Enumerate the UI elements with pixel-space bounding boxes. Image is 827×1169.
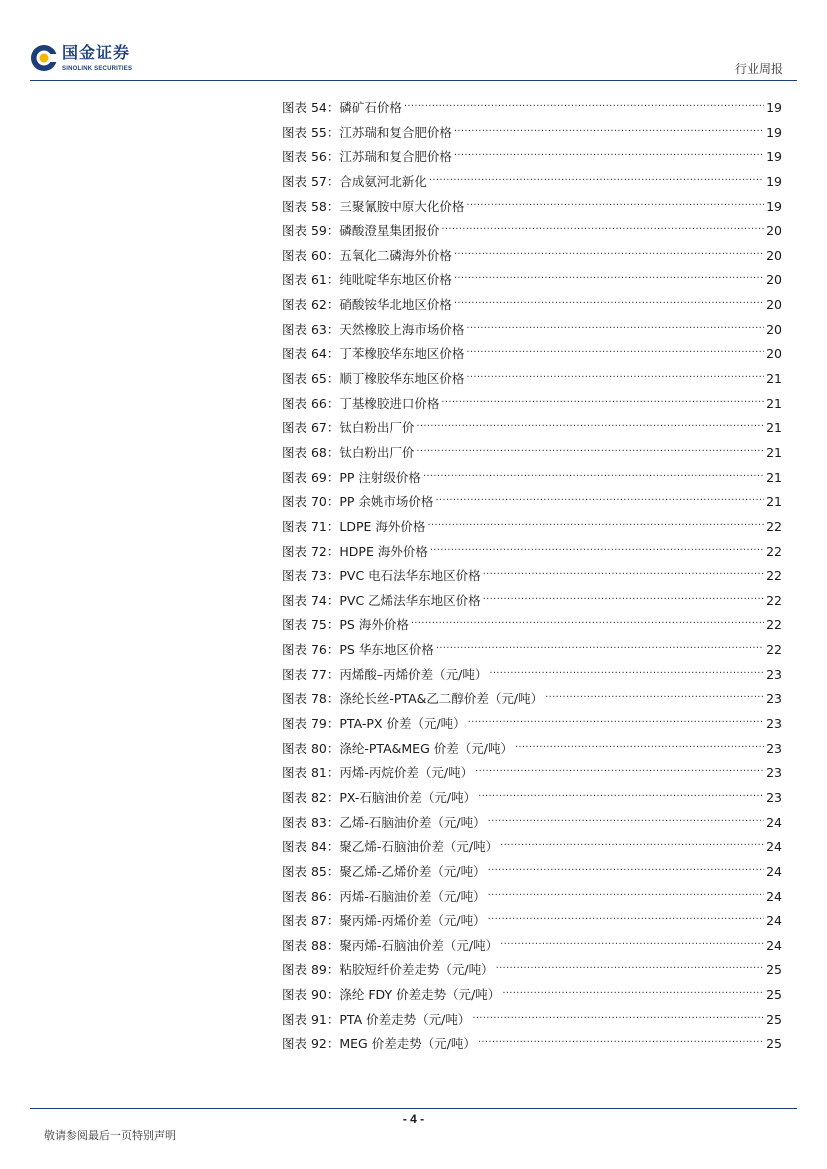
toc-leader-dots: [496, 960, 765, 974]
toc-entry-page: 19: [766, 198, 782, 214]
logo-english-name: SINOLINK SECURITIES: [62, 66, 133, 72]
toc-entry-label: 图表 56：江苏瑞和复合肥价格: [282, 149, 452, 165]
toc-entry-page: 22: [766, 568, 782, 584]
figure-table-of-contents: [282, 98, 782, 1059]
toc-entry-page: 25: [766, 1011, 782, 1027]
toc-entry-label: 图表 85：聚乙烯-乙烯价差（元/吨）: [282, 863, 486, 879]
toc-entry-page: 24: [766, 888, 782, 904]
toc-entry-page: 24: [766, 937, 782, 953]
toc-leader-dots: [466, 344, 764, 358]
toc-entry-page: 21: [766, 469, 782, 485]
toc-entry-page: 19: [766, 124, 782, 140]
report-type: 行业周报: [734, 62, 783, 76]
toc-entry-page: 24: [766, 814, 782, 830]
toc-entry[interactable]: [282, 911, 782, 936]
toc-entry-label: 图表 88：聚丙烯-石脑油价差（元/吨）: [282, 937, 499, 953]
toc-entry-label: 图表 74：PVC 乙烯法华东地区价格: [282, 592, 481, 608]
toc-entry-page: 23: [766, 789, 782, 805]
toc-entry-page: 20: [766, 321, 782, 337]
toc-entry-page: 24: [766, 839, 782, 855]
toc-leader-dots: [475, 763, 764, 777]
toc-entry[interactable]: [282, 517, 782, 542]
toc-entry[interactable]: [282, 813, 782, 838]
toc-entry-page: 21: [766, 494, 782, 510]
toc-entry-page: 19: [766, 173, 782, 189]
toc-entry[interactable]: [282, 295, 782, 320]
toc-leader-dots: [466, 369, 764, 383]
footer-divider: [30, 1108, 797, 1109]
toc-entry-label: 图表 68：钛白粉出厂价: [282, 444, 415, 460]
toc-entry-label: 图表 80：涤纶-PTA&MEG 价差（元/吨）: [282, 740, 513, 756]
toc-entry-page: 20: [766, 247, 782, 263]
toc-leader-dots: [416, 418, 764, 432]
toc-entry-page: 22: [766, 543, 782, 559]
toc-leader-dots: [478, 788, 764, 802]
toc-entry-page: 22: [766, 592, 782, 608]
toc-entry-label: 图表 90：涤纶 FDY 价差走势（元/吨）: [282, 987, 501, 1003]
toc-entry[interactable]: [282, 542, 782, 567]
toc-leader-dots: [466, 320, 764, 334]
toc-entry[interactable]: [282, 689, 782, 714]
toc-leader-dots: [404, 98, 764, 112]
toc-entry-label: 图表 72：HDPE 海外价格: [282, 543, 428, 559]
toc-entry-label: 图表 84：聚乙烯-石脑油价差（元/吨）: [282, 839, 499, 855]
toc-leader-dots: [502, 985, 764, 999]
company-logo: [30, 44, 132, 78]
toc-entry-label: 图表 79：PTA-PX 价差（元/吨）: [282, 716, 466, 732]
toc-entry-label: 图表 76：PS 华东地区价格: [282, 642, 434, 658]
toc-entry-label: 图表 55：江苏瑞和复合肥价格: [282, 124, 452, 140]
toc-entry[interactable]: [282, 566, 782, 591]
toc-entry-label: 图表 82：PX-石脑油价差（元/吨）: [282, 789, 477, 805]
toc-entry[interactable]: [282, 862, 782, 887]
toc-entry-page: 21: [766, 371, 782, 387]
toc-leader-dots: [435, 492, 764, 506]
toc-entry-page: 23: [766, 740, 782, 756]
toc-entry-label: 图表 87：聚丙烯-丙烯价差（元/吨）: [282, 913, 486, 929]
toc-leader-dots: [472, 1010, 764, 1024]
toc-entry-label: 图表 54：磷矿石价格: [282, 100, 402, 115]
toc-entry-label: 图表 69：PP 注射级价格: [282, 469, 421, 485]
toc-entry[interactable]: [282, 1010, 782, 1035]
toc-entry-page: 19: [766, 100, 782, 115]
toc-entry-page: 20: [766, 346, 782, 362]
toc-leader-dots: [468, 714, 764, 728]
sinolink-logo-icon: [30, 44, 58, 72]
toc-entry[interactable]: [282, 394, 782, 419]
toc-entry-page: 22: [766, 642, 782, 658]
toc-entry-page: 19: [766, 149, 782, 165]
toc-entry-label: 图表 89：粘胶短纤价差走势（元/吨）: [282, 962, 494, 978]
toc-leader-dots: [427, 517, 764, 531]
toc-entry-page: 24: [766, 863, 782, 879]
toc-leader-dots: [436, 640, 764, 654]
toc-entry[interactable]: [282, 123, 782, 148]
toc-leader-dots: [478, 1034, 764, 1048]
toc-leader-dots: [411, 615, 764, 629]
disclaimer-note: 敬请参阅最后一页特别声明: [44, 1129, 176, 1142]
toc-entry[interactable]: [282, 788, 782, 813]
toc-entry[interactable]: [282, 172, 782, 197]
toc-entry[interactable]: [282, 246, 782, 271]
toc-entry[interactable]: [282, 739, 782, 764]
toc-entry-page: 25: [766, 1036, 782, 1052]
toc-entry[interactable]: [282, 270, 782, 295]
toc-leader-dots: [488, 862, 764, 876]
toc-leader-dots: [454, 246, 764, 260]
toc-leader-dots: [489, 665, 764, 679]
toc-entry[interactable]: [282, 98, 782, 123]
toc-entry-page: 23: [766, 716, 782, 732]
toc-entry-label: 图表 66：丁基橡胶进口价格: [282, 395, 440, 411]
logo-chinese-name: 国金证券: [62, 45, 131, 62]
toc-entry[interactable]: [282, 197, 782, 222]
toc-entry-label: 图表 92：MEG 价差走势（元/吨）: [282, 1036, 476, 1052]
toc-entry-label: 图表 77：丙烯酸–丙烯价差（元/吨）: [282, 666, 488, 682]
toc-entry[interactable]: [282, 837, 782, 862]
toc-entry-label: 图表 67：钛白粉出厂价: [282, 420, 415, 436]
toc-entry[interactable]: [282, 615, 782, 640]
toc-entry-label: 图表 57：合成氨河北新化: [282, 173, 427, 189]
toc-entry[interactable]: [282, 763, 782, 788]
toc-entry-label: 图表 64：丁苯橡胶华东地区价格: [282, 346, 465, 362]
toc-entry-label: 图表 81：丙烯-丙烷价差（元/吨）: [282, 765, 474, 781]
toc-leader-dots: [515, 739, 764, 753]
toc-entry[interactable]: [282, 320, 782, 345]
toc-entry[interactable]: [282, 714, 782, 739]
toc-leader-dots: [454, 270, 764, 284]
toc-entry[interactable]: [282, 665, 782, 690]
toc-entry-label: 图表 65：顺丁橡胶华东地区价格: [282, 371, 465, 387]
toc-leader-dots: [441, 221, 764, 235]
toc-entry-page: 20: [766, 223, 782, 239]
toc-entry[interactable]: [282, 492, 782, 517]
toc-entry-page: 25: [766, 962, 782, 978]
toc-entry-page: 23: [766, 666, 782, 682]
toc-entry[interactable]: [282, 344, 782, 369]
toc-entry-page: 21: [766, 444, 782, 460]
toc-entry-page: 23: [766, 691, 782, 707]
toc-entry[interactable]: [282, 960, 782, 985]
toc-entry-label: 图表 75：PS 海外价格: [282, 617, 409, 633]
toc-leader-dots: [416, 443, 764, 457]
toc-entry[interactable]: [282, 591, 782, 616]
toc-entry-label: 图表 83：乙烯-石脑油价差（元/吨）: [282, 814, 486, 830]
toc-entry-page: 20: [766, 272, 782, 288]
toc-entry-label: 图表 78：涤纶长丝-PTA&乙二醇价差（元/吨）: [282, 691, 544, 707]
toc-entry-label: 图表 60：五氧化二磷海外价格: [282, 247, 452, 263]
toc-leader-dots: [488, 887, 764, 901]
toc-entry-page: 22: [766, 617, 782, 633]
toc-entry[interactable]: [282, 936, 782, 961]
toc-leader-dots: [483, 566, 764, 580]
toc-leader-dots: [483, 591, 764, 605]
toc-leader-dots: [441, 394, 764, 408]
toc-entry-label: 图表 71：LDPE 海外价格: [282, 518, 426, 534]
toc-leader-dots: [500, 936, 764, 950]
toc-leader-dots: [488, 911, 764, 925]
toc-entry[interactable]: [282, 468, 782, 493]
toc-leader-dots: [545, 689, 764, 703]
toc-leader-dots: [454, 123, 764, 137]
toc-leader-dots: [429, 172, 764, 186]
toc-entry-label: 图表 86：丙烯-石脑油价差（元/吨）: [282, 888, 486, 904]
toc-entry[interactable]: [282, 985, 782, 1010]
toc-entry-label: 图表 58：三聚氰胺中原大化价格: [282, 198, 465, 214]
toc-leader-dots: [466, 197, 764, 211]
toc-entry[interactable]: [282, 221, 782, 246]
toc-entry-page: 20: [766, 297, 782, 313]
toc-entry[interactable]: [282, 443, 782, 468]
toc-entry-page: 25: [766, 987, 782, 1003]
toc-entry-label: 图表 91：PTA 价差走势（元/吨）: [282, 1011, 471, 1027]
toc-entry[interactable]: [282, 147, 782, 172]
toc-entry[interactable]: [282, 887, 782, 912]
toc-entry-label: 图表 63：天然橡胶上海市场价格: [282, 321, 465, 337]
toc-entry-page: 21: [766, 395, 782, 411]
toc-entry-page: 23: [766, 765, 782, 781]
page-number: - 4 -: [402, 1112, 425, 1126]
toc-entry[interactable]: [282, 418, 782, 443]
header-divider: [30, 80, 797, 81]
toc-leader-dots: [500, 837, 764, 851]
toc-leader-dots: [454, 295, 764, 309]
toc-entry-page: 22: [766, 518, 782, 534]
toc-entry-page: 24: [766, 913, 782, 929]
toc-entry[interactable]: [282, 1034, 782, 1059]
toc-entry[interactable]: [282, 640, 782, 665]
toc-entry-label: 图表 61：纯吡啶华东地区价格: [282, 272, 452, 288]
toc-entry-page: 21: [766, 420, 782, 436]
toc-leader-dots: [423, 468, 764, 482]
toc-entry[interactable]: [282, 369, 782, 394]
toc-entry-label: 图表 70：PP 余姚市场价格: [282, 494, 434, 510]
toc-entry-label: 图表 59：磷酸澄星集团报价: [282, 223, 440, 239]
toc-leader-dots: [430, 542, 764, 556]
toc-entry-label: 图表 62：硝酸铵华北地区价格: [282, 297, 452, 313]
toc-leader-dots: [454, 147, 764, 161]
toc-entry-label: 图表 73：PVC 电石法华东地区价格: [282, 568, 481, 584]
toc-leader-dots: [488, 813, 764, 827]
